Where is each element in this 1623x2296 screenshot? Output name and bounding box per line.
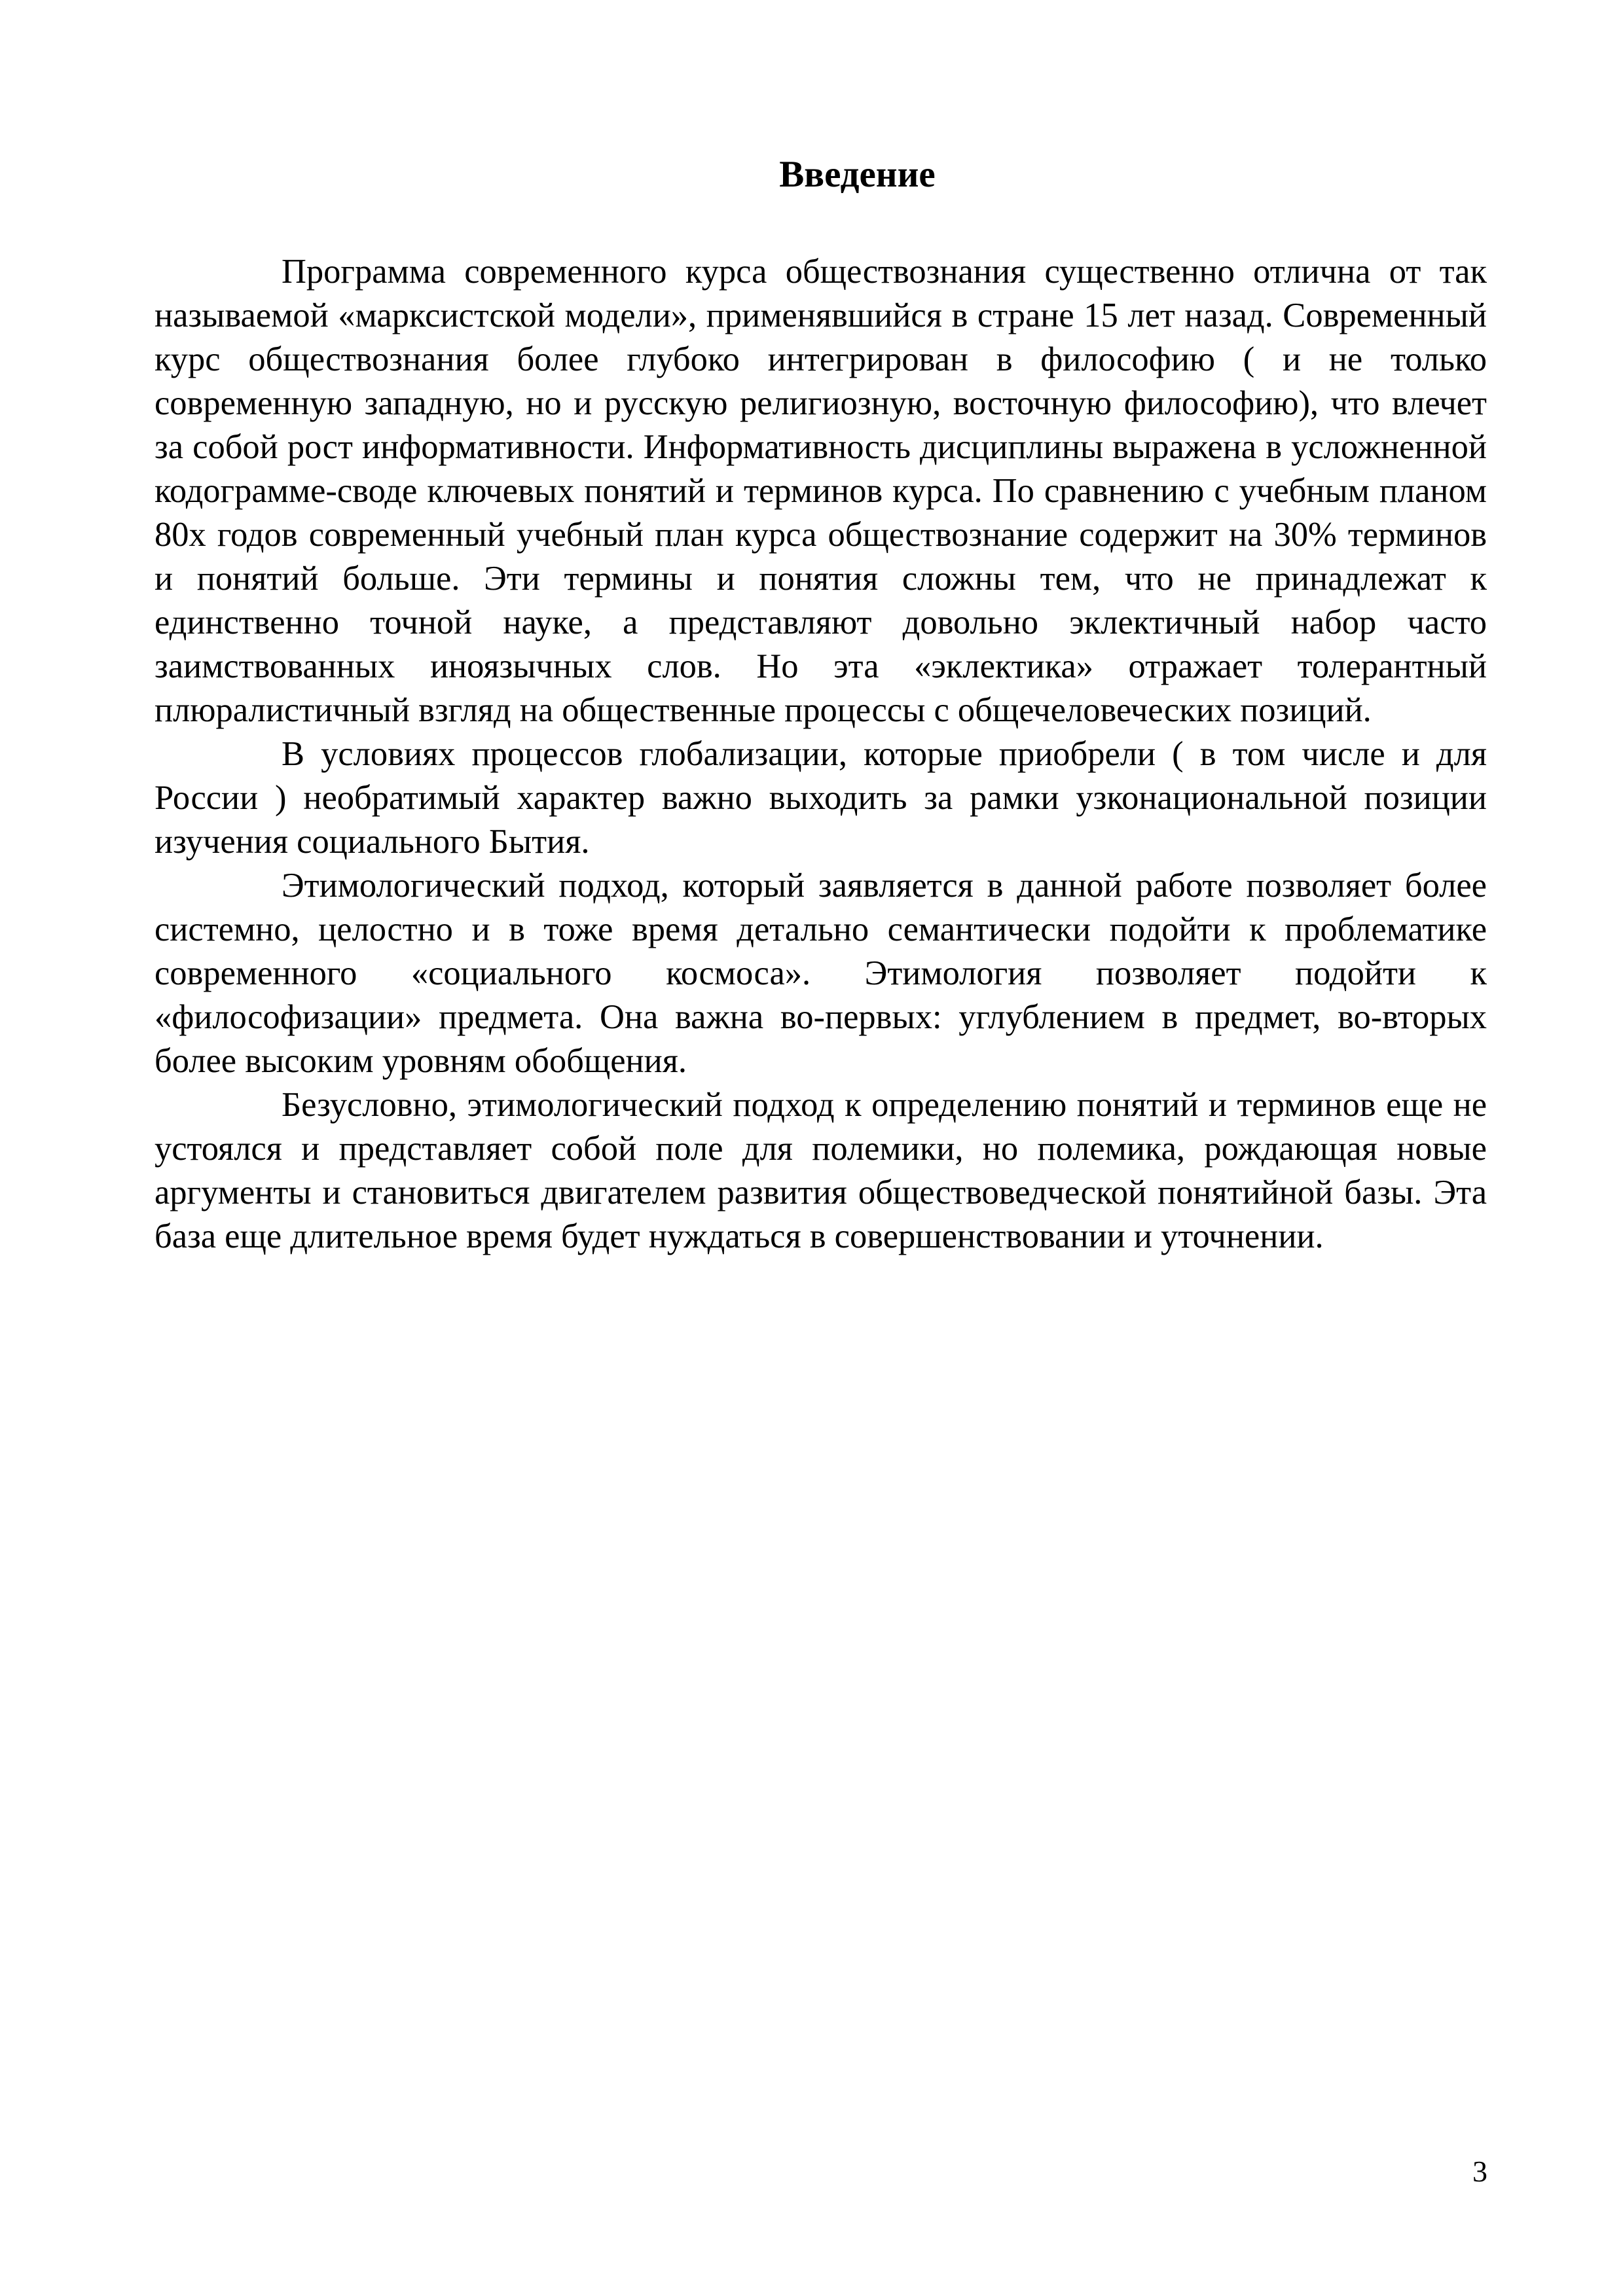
paragraph: Безусловно, этимологический подход к определению понятий и терминов еще не устоялся и представляет собой поле для полемики, но полемика, рождающая новые аргументы и становиться двигателем развития обществоведческой понятийной базы. Эта база еще длительное время будет нуждаться в совершенствовании и уточнении. <box>155 1086 1487 1255</box>
paragraph: Этимологический подход, который заявляется в данной работе позволяет более системно, целостно и в тоже время детально семантически подойти к проблематике современного «социального космоса». Этимология позволяет подойти к «философизации» предмета. Она важна во-первых: углублением в предмет, во-вторых более высоким уровням обобщения. <box>155 867 1487 1080</box>
body-text <box>155 250 1487 1259</box>
page-title: Введение <box>779 154 936 195</box>
page-number: 3 <box>1472 2155 1487 2188</box>
paragraph: Программа современного курса обществознания существенно отлична от так называемой «марксистской модели», применявшийся в стране 15 лет назад. Современный курс обществознания более глубоко интегрирован в философию ( и не только современную западную, но и русскую религиозную, восточную философию), что влечет за собой рост информативности. Информативность дисциплины выражена в усложненной кодограмме-своде ключевых понятий и терминов курса. По сравнению с учебным планом 80х годов современный учебный план курса обществознание содержит на 30% терминов и понятий больше. Эти термины и понятия сложны тем, что не принадлежат к единственно точной науке, а представляют довольно эклектичный набор часто заимствованных иноязычных слов. Но эта «эклектика» отражает толерантный плюралистичный взгляд на общественные процессы с общечеловеческих позиций. <box>155 253 1487 729</box>
paragraph: В условиях процессов глобализации, которые приобрели ( в том числе и для России ) необратимый характер важно выходить за рамки узконациональной позиции изучения социального Бытия. <box>155 735 1487 861</box>
